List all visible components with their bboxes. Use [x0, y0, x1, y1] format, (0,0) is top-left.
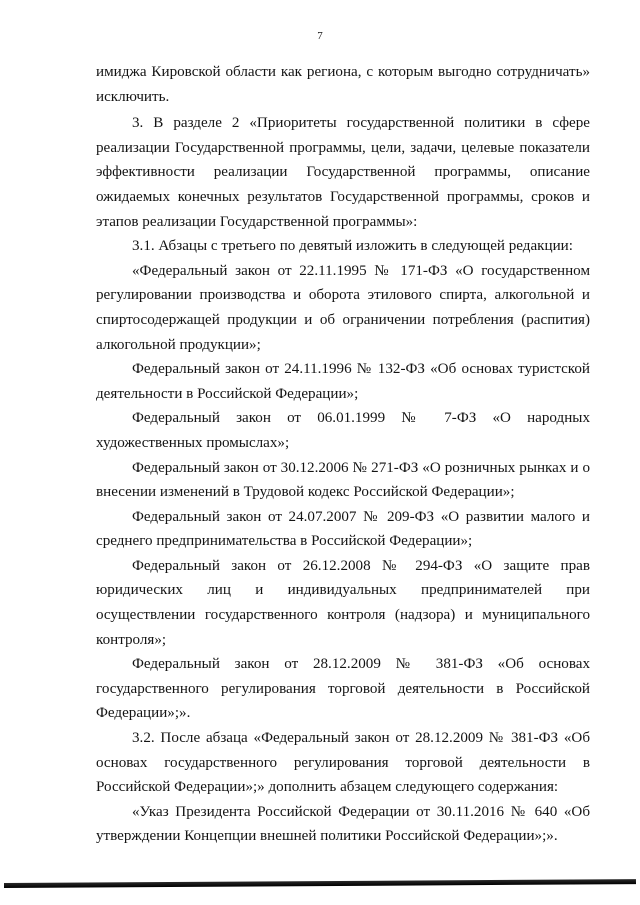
paragraph-decree-640: «Указ Президента Российской Федерации от 30.11.2016 № 640 «Об утверждении Концепции внешней политики Российской Федерации»;».	[96, 803, 590, 845]
document-body	[96, 60, 590, 849]
paragraph-law-209: Федеральный закон от 24.07.2007 № 209-ФЗ «О развитии малого и среднего предпринимательства в Российской Федерации»;	[96, 508, 590, 550]
paragraph-law-7: Федеральный закон от 06.01.1999 № 7-ФЗ «О народных художественных промыслах»;	[96, 410, 590, 451]
page-number: 7	[317, 30, 323, 42]
paragraph-3-1: 3.1. Абзацы с третьего по девятый изложить в следующей редакции:	[132, 238, 573, 255]
bottom-rule	[4, 879, 636, 888]
paragraph-law-381: Федеральный закон от 28.12.2009 № 381-ФЗ «Об основах государственного регулирования торговой деятельности в Российской Федерации»;».	[96, 656, 590, 722]
paragraph-law-132: Федеральный закон от 24.11.1996 № 132-ФЗ «Об основах туристской деятельности в Российской Федерации»;	[96, 361, 590, 402]
paragraph-continuation: имиджа Кировской области как региона, с которым выгодно сотрудничать» исключить.	[96, 64, 590, 105]
paragraph-law-171: «Федеральный закон от 22.11.1995 № 171-ФЗ «О государственном регулировании производства и оборота этилового спирта, алкогольной и спиртосодержащей продукции и об ограничении потребления (распития) алкогольной продукции»;	[96, 262, 590, 353]
paragraph-law-294: Федеральный закон от 26.12.2008 № 294-ФЗ «О защите прав юридических лиц и индивидуальных предпринимателей при осуществлении государственного контроля (надзора) и муниципального контроля»;	[96, 557, 590, 648]
paragraph-section-3: 3. В разделе 2 «Приоритеты государственной политики в сфере реализации Государственной программы, цели, задачи, целевые показатели эффективности реализации Государственной программы, описание ожидаемых конечных результатов Государственной программы, сроков и этапов реализации Государственной программы»:	[96, 115, 590, 230]
paragraph-law-271: Федеральный закон от 30.12.2006 № 271-ФЗ «О розничных рынках и о внесении изменений в Трудовой кодекс Российской Федерации»;	[96, 459, 590, 501]
paragraph-3-2: 3.2. После абзаца «Федеральный закон от 28.12.2009 № 381-ФЗ «Об основах государственного регулирования торговой деятельности в Российской Федерации»;» дополнить абзацем следующего содержания:	[96, 730, 590, 796]
